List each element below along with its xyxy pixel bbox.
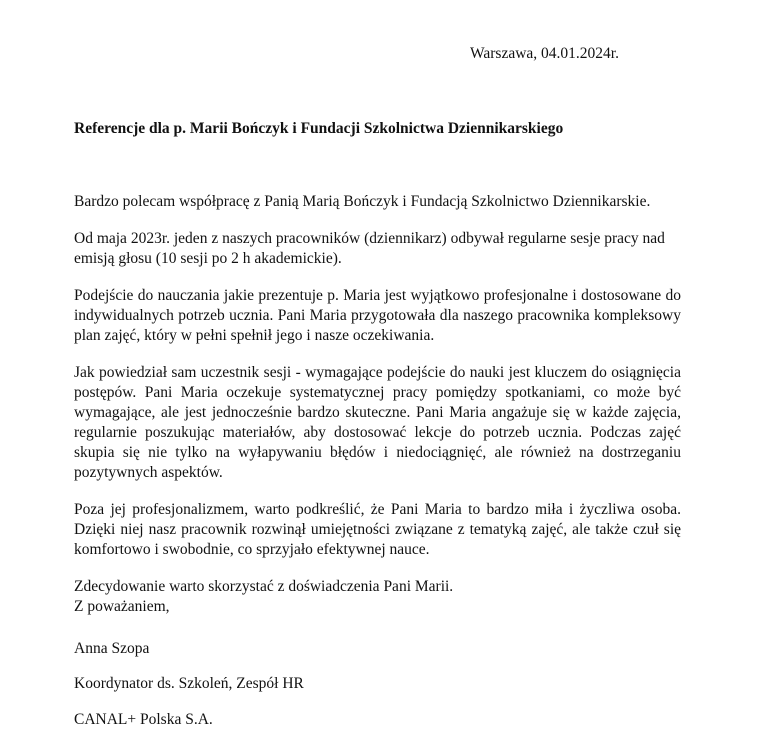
paragraph-conclusion: Zdecydowanie warto skorzystać z doświadczenia Pani Marii. <box>74 578 454 595</box>
signer-position: Koordynator ds. Szkoleń, Zespół HR <box>74 675 304 692</box>
letter-title: Referencje dla p. Marii Bończyk i Fundacji Szkolnictwa Dziennikarskiego <box>74 120 564 137</box>
paragraph-approach: Podejście do nauczania jakie prezentuje p. Maria jest wyjątkowo profesjonalne i dostosowane do indywidualnych potrzeb ucznia. Pani Maria przygotowała dla naszego pracownika kompleksowy plan zajęć, który w pełni spełnił jego i nasze oczekiwania. <box>74 287 681 344</box>
paragraph-participant-feedback: Jak powiedział sam uczestnik sesji - wymagające podejście do nauki jest kluczem do osiągnięcia postępów. Pani Maria oczekuje systematycznej pracy pomiędzy spotkaniami, co może być wymagające, ale jest jednocześnie bardzo skuteczne. Pani Maria angażuje się w każde zajęcia, regularnie poszukując materiałów, aby dostosować lekcje do potrzeb ucznia. Podczas zajęć skupia się nie tylko na wyłapywaniu błędów i niedociągnięć, ale również na dostrzeganiu pozytywnych aspektów. <box>74 364 681 481</box>
signer-name: Anna Szopa <box>74 640 150 657</box>
letter-body <box>74 192 681 614</box>
letter-date: Warszawa, 04.01.2024r. <box>470 45 619 62</box>
closing-salutation: Z poważaniem, <box>74 598 170 615</box>
paragraph-sessions: Od maja 2023r. jeden z naszych pracowników (dziennikarz) odbywał regularne sesje pracy nad emisją głosu (10 sesji po 2 h akademickie). <box>74 230 665 267</box>
paragraph-recommendation: Bardzo polecam współpracę z Panią Marią Bończyk i Fundacją Szkolnictwo Dziennikarskie. <box>74 193 651 210</box>
paragraph-personality: Poza jej profesjonalizmem, warto podkreślić, że Pani Maria to bardzo miła i życzliwa osoba. Dzięki niej nasz pracownik rozwinął umiejętności związane z tematyką zajęć, ale także czuł się komfortowo i swobodnie, co sprzyjało efektywnej nauce. <box>74 501 681 558</box>
signer-company: CANAL+ Polska S.A. <box>74 711 213 728</box>
